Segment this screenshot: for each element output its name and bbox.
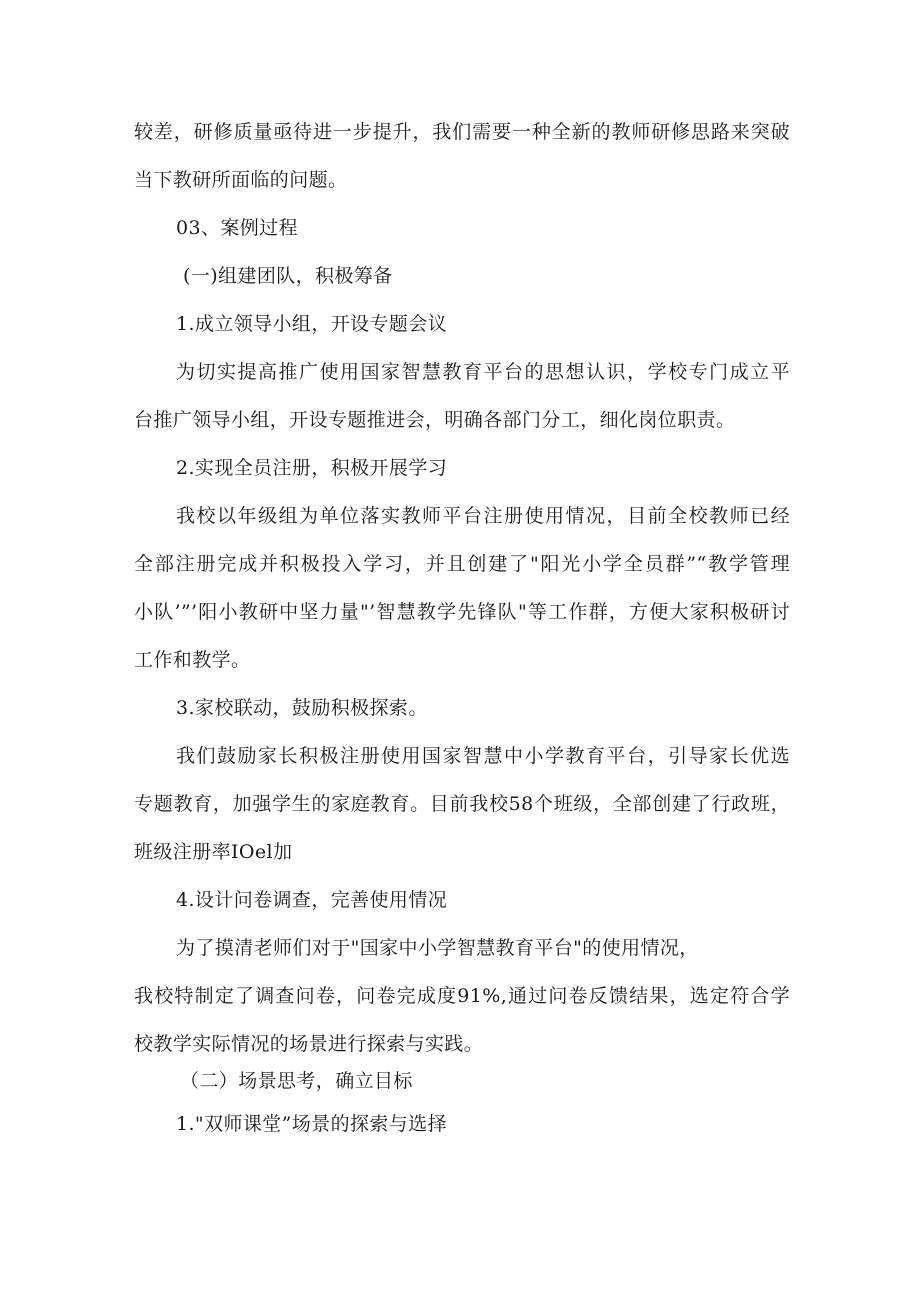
- section-heading: 03、案例过程: [176, 217, 298, 239]
- item-heading: 4.设计问卷调查，完善使用情况: [176, 889, 448, 911]
- paragraph-line: 我们鼓励家长积极注册使用国家智慧中小学教育平台，引导家长优选: [176, 745, 790, 767]
- paragraph-line: 班级注册率IOel加: [134, 841, 293, 863]
- paragraph-line: 为切实提高推广使用国家智慧教育平台的思想认识，学校专门成立平: [176, 361, 790, 383]
- subsection-heading: （二）场景思考，确立目标: [180, 1070, 413, 1092]
- paragraph-line: 我校特制定了调查问卷，问卷完成度91%,通过问卷反馈结果，选定符合学: [134, 985, 790, 1007]
- subsection-heading: (一)组建团队，积极筹备: [183, 265, 393, 287]
- paragraph-line: 小队’”’阳小教研中坚力量"’智慧教学先锋队"等工作群，方便大家积极研讨: [134, 601, 790, 623]
- paragraph-line: 当下教研所面临的问题。: [134, 169, 348, 191]
- item-heading: 1."双师课堂”场景的探索与选择: [176, 1113, 447, 1135]
- paragraph-line: 专题教育，加强学生的家庭教育。目前我校58个班级，全部创建了行政班，: [134, 793, 790, 815]
- paragraph-line: 工作和教学。: [134, 649, 251, 671]
- item-heading: 1.成立领导小组，开设专题会议: [176, 313, 448, 335]
- paragraph-line: 校教学实际情况的场景进行探索与实践。: [134, 1033, 484, 1055]
- item-heading: 3.家校联动，鼓励积极探索。: [176, 697, 428, 719]
- paragraph-line: 较差，研修质量亟待进一步提升，我们需要一种全新的教师研修思路来突破: [134, 121, 790, 143]
- paragraph-line: 台推广领导小组，开设专题推进会，明确各部门分工，细化岗位职责。: [134, 409, 736, 431]
- paragraph-line: 为了摸清老师们对于"国家中小学智慧教育平台"的使用情况，: [176, 937, 699, 959]
- paragraph-line: 全部注册完成并积极投入学习，并且创建了"阳光小学全员群”“教学管理: [134, 553, 790, 575]
- paragraph-line: 我校以年级组为单位落实教师平台注册使用情况，目前全校教师已经: [176, 505, 790, 527]
- item-heading: 2.实现全员注册，积极开展学习: [176, 457, 448, 479]
